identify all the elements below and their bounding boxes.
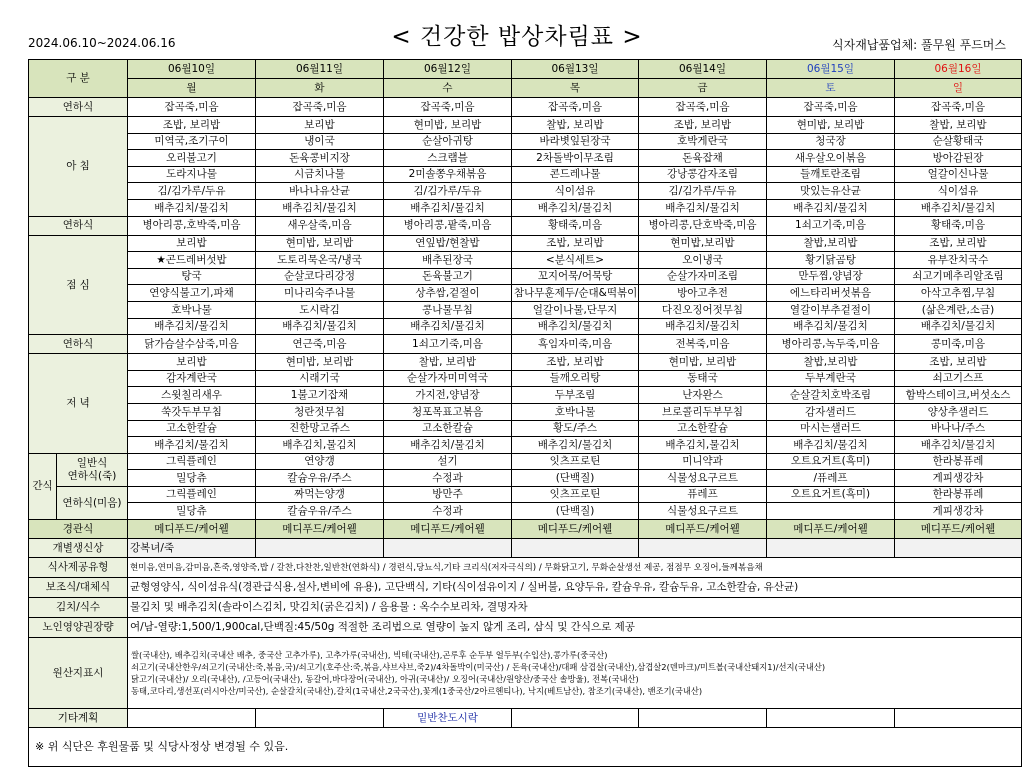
weekday-header: 수 — [384, 79, 512, 98]
menu-cell: 김/김가루/두유 — [384, 183, 512, 200]
origin-value — [128, 638, 1022, 709]
lunch-menu-row — [29, 318, 1022, 335]
soft-meal-cell: 병아리콩,팥죽,미음 — [384, 216, 512, 235]
menu-cell: (삶은계란,소금) — [895, 301, 1022, 318]
date-header: 06월15일 — [767, 60, 895, 79]
menu-cell: 바나나유산균 — [256, 183, 384, 200]
lunch-soft-row — [29, 216, 1022, 235]
weekday-header: 월 — [128, 79, 256, 98]
date-header: 06월10일 — [128, 60, 256, 79]
soft-meal-cell: 잡곡죽,미음 — [128, 98, 256, 117]
menu-cell: 바라볏잎된장국 — [512, 133, 639, 150]
empty-cell — [639, 709, 767, 728]
menu-cell: 탕국 — [128, 268, 256, 285]
menu-cell: 만두찜,양념장 — [767, 268, 895, 285]
snack-cell: 방만주 — [384, 486, 512, 503]
menu-cell: 황기닭곰탕 — [767, 252, 895, 269]
snack-cell: 잇츠프로틴 — [512, 453, 639, 470]
snack-cell: 식물성요구르트 — [639, 503, 767, 520]
date-header: 06월12일 — [384, 60, 512, 79]
menu-cell: 김/김가루/두유 — [128, 183, 256, 200]
info-nutrition-label: 노인영양권장량 — [29, 618, 128, 638]
menu-cell: 배추김치/물김치 — [256, 318, 384, 335]
snack-cell: /퓨레프 — [767, 470, 895, 487]
menu-cell: 조밥, 보리밥 — [512, 235, 639, 252]
footnote: ※ 위 식단은 후원물품 및 식당사정상 변경될 수 있음. — [29, 728, 1022, 767]
soft-meal-cell: 1쇠고기죽,미음 — [767, 216, 895, 235]
plan-value: 밑반찬도시락 — [384, 709, 512, 728]
date-header: 06월13일 — [512, 60, 639, 79]
breakfast-menu-row — [29, 199, 1022, 216]
empty-cell — [256, 539, 384, 558]
menu-cell: 찰밥, 보리밥 — [512, 117, 639, 134]
menu-cell: 강낭콩감자조림 — [639, 166, 767, 183]
menu-cell: 조밥, 보리밥 — [639, 117, 767, 134]
menu-cell: 도라지나물 — [128, 166, 256, 183]
menu-cell: 현미밥, 보리밥 — [256, 354, 384, 371]
menu-cell: 들깨토란조림 — [767, 166, 895, 183]
menu-cell: 들깨오리탕 — [512, 370, 639, 387]
menu-cell: 보리밥 — [128, 354, 256, 371]
menu-cell: 새우살오이볶음 — [767, 150, 895, 167]
menu-cell: 조밥, 보리밥 — [895, 235, 1022, 252]
menu-cell: 돈육잡채 — [639, 150, 767, 167]
menu-cell: 오리불고기 — [128, 150, 256, 167]
origin-line: 쌀(국내산), 배추김치(국내산 배추, 중국산 고추가루), 고추가루(국내산), 빅테(국내산),곤루후 순두부 얼두부(수입산),콩가루(중국산) — [131, 650, 608, 661]
tube-cell: 메디푸드/케어웰 — [384, 520, 512, 539]
menu-cell: 도시락김 — [256, 301, 384, 318]
menu-cell: 연잎밥/현찰밥 — [384, 235, 512, 252]
soft-meal-cell: 황태죽,미음 — [895, 216, 1022, 235]
info-kimchi-label: 김치/식수 — [29, 598, 128, 618]
menu-cell: 현미밥,보리밥 — [639, 235, 767, 252]
individual-label: 개별생신상 — [29, 539, 128, 558]
info-supplement-value: 균형영양식, 식이섬유식(경관급식용,설사,변비에 유용), 고단백식, 기타(식이섬유이지 / 실버불, 요양두유, 칼슘우유, 칼슘두유, 고소한칼슘, 유산균) — [128, 578, 1022, 598]
menu-cell: 마시는샐러드 — [767, 420, 895, 437]
tube-label: 경관식 — [29, 520, 128, 539]
menu-cell: 콘드레나물 — [512, 166, 639, 183]
info-types-value: 현미음,연미음,감미음,흔죽,영양죽,밥 / 갈찬,다찬찬,일반찬(연화식) / 경련식,당뇨식,기타 크리식(저자극식의) / 무화닭고기, 무화순살생선 제공, 점점무 오징어,들께볶음채 — [128, 558, 1022, 578]
snack-cell: 잇츠프로틴 — [512, 486, 639, 503]
menu-cell: 현미밥, 보리밥 — [384, 117, 512, 134]
soft-meal-cell: 흑임자미죽,미음 — [512, 335, 639, 354]
snack-cell: 칼슘우유/주스 — [256, 503, 384, 520]
menu-cell: 배추된장국 — [384, 252, 512, 269]
menu-cell: 시래기국 — [256, 370, 384, 387]
menu-cell: 배추김치/물김치 — [512, 318, 639, 335]
menu-cell: 청란젓무침 — [256, 403, 384, 420]
menu-cell: 가지전,양념장 — [384, 387, 512, 404]
menu-cell: ★곤드레버섯밥 — [128, 252, 256, 269]
breakfast-menu-row — [29, 133, 1022, 150]
soft-meal-cell: 새우살죽,미음 — [256, 216, 384, 235]
menu-cell: 에느타리버섯볶음 — [767, 285, 895, 302]
snack-cell: 수정과 — [384, 503, 512, 520]
menu-cell: 방아감된장 — [895, 150, 1022, 167]
breakfast-soft-row — [29, 98, 1022, 117]
snack-general-row — [29, 470, 1022, 487]
menu-cell: 난자완스 — [639, 387, 767, 404]
snack-cell: 수정과 — [384, 470, 512, 487]
info-nutrition-value: 여/남-열량:1,500/1,900cal,단백질:45/50g 적절한 조리법으로 열량이 높지 않게 조리, 삼식 및 간식으로 제공 — [128, 618, 1022, 638]
weekday-row — [29, 79, 1022, 98]
menu-cell: 2차돌박이무조림 — [512, 150, 639, 167]
snack-cell — [767, 503, 895, 520]
snack-cell: 미니약과 — [639, 453, 767, 470]
breakfast-label: 아 침 — [29, 117, 128, 217]
menu-cell: 미나리숙주나물 — [256, 285, 384, 302]
menu-cell: 고소한칼슘 — [639, 420, 767, 437]
snack-cell: 게피생강차 — [895, 503, 1022, 520]
dinner-menu-row — [29, 370, 1022, 387]
soft-meal-cell: 병아리콩,녹두죽,미음 — [767, 335, 895, 354]
snack-cell: 한라봉퓨레 — [895, 486, 1022, 503]
soft-meal-cell: 병아리콩,호박죽,미음 — [128, 216, 256, 235]
lunch-label: 점 심 — [29, 235, 128, 335]
individual-row — [29, 539, 1022, 558]
vendor-name: 식자재납품업체: 풀무원 푸드머스 — [832, 38, 1006, 52]
date-header: 06월11일 — [256, 60, 384, 79]
date-row — [29, 60, 1022, 79]
tube-cell: 메디푸드/케어웰 — [256, 520, 384, 539]
menu-cell: 두부조림 — [512, 387, 639, 404]
menu-cell: 쇠고기메추리알조림 — [895, 268, 1022, 285]
menu-cell: 미역국,조기구이 — [128, 133, 256, 150]
menu-cell: 유부잔치국수 — [895, 252, 1022, 269]
menu-cell: 순살코다리강정 — [256, 268, 384, 285]
menu-cell: 방아고추전 — [639, 285, 767, 302]
menu-cell: 순살황태국 — [895, 133, 1022, 150]
weekday-header: 화 — [256, 79, 384, 98]
soft-meal-cell: 콩미죽,미음 — [895, 335, 1022, 354]
menu-cell: 찰밥, 보리밥 — [895, 117, 1022, 134]
menu-cell: 김/김가루/두유 — [639, 183, 767, 200]
individual-value: 강복녀/죽 — [128, 539, 256, 558]
menu-cell: 고소한칼슘 — [384, 420, 512, 437]
menu-cell: 연양식불고기,파채 — [128, 285, 256, 302]
snack-cell: 칼슘우유/주스 — [256, 470, 384, 487]
menu-cell: 쑥갓두부무침 — [128, 403, 256, 420]
lunch-menu-row — [29, 268, 1022, 285]
menu-cell: 식이섬유 — [895, 183, 1022, 200]
snack-general-label-sub: 연하식(죽) — [67, 469, 117, 482]
menu-cell: 배추김치/물김치 — [128, 437, 256, 454]
dinner-menu-row — [29, 437, 1022, 454]
snack-cell: 그릭플레인 — [128, 486, 256, 503]
snack-cell: 게피생강차 — [895, 470, 1022, 487]
empty-cell — [895, 709, 1022, 728]
menu-cell: 브로콜리두부무침 — [639, 403, 767, 420]
menu-cell: 보리밥 — [256, 117, 384, 134]
tube-cell: 메디푸드/케어웰 — [128, 520, 256, 539]
info-types-row — [29, 558, 1022, 578]
menu-cell: 황도/주스 — [512, 420, 639, 437]
breakfast-menu-row — [29, 166, 1022, 183]
origin-line: 쇠고기(국내산한우/쇠고기(국내산:죽,볶음,국)/쇠고기(호주산:죽,볶음,샤브샤브,죽2)/4차돌박이(미국산) / 돈육(국내산)/대패 삼겹살(국내산),삼겹살2(덴마크)/미트볼(국내산돼지1)/선지(국내산) — [131, 662, 826, 673]
info-kimchi-value: 물김치 및 배추김치(솔라이스김치, 맛김치(굵은김치) / 음용물 : 옥수수보리차, 결명자차 — [128, 598, 1022, 618]
menu-cell: 청포목표고볶음 — [384, 403, 512, 420]
soft-meal-cell: 잡곡죽,미음 — [512, 98, 639, 117]
tube-cell: 메디푸드/케어웰 — [512, 520, 639, 539]
plan-label: 기타계획 — [29, 709, 128, 728]
menu-cell: 배추김치,물김치 — [639, 437, 767, 454]
snack-cell: 오트요거트(흑미) — [767, 486, 895, 503]
dinner-label: 저 녁 — [29, 354, 128, 454]
menu-cell: 진한망고쥬스 — [256, 420, 384, 437]
menu-cell: 돈육불고기 — [384, 268, 512, 285]
dinner-menu-row — [29, 403, 1022, 420]
tube-cell: 메디푸드/케어웰 — [895, 520, 1022, 539]
origin-label: 원산지표시 — [29, 638, 128, 709]
snack-general-row — [29, 453, 1022, 470]
snack-cell: 연양갱 — [256, 453, 384, 470]
empty-cell — [512, 709, 639, 728]
menu-cell: 청국장 — [767, 133, 895, 150]
empty-cell — [767, 539, 895, 558]
menu-cell: 냉이국 — [256, 133, 384, 150]
menu-cell: 현미밥, 보리밥 — [639, 354, 767, 371]
weekday-header: 일 — [895, 79, 1022, 98]
snack-label: 간식 — [29, 453, 57, 519]
meal-plan-table — [28, 59, 1022, 767]
soft-meal-cell: 황태죽,미음 — [512, 216, 639, 235]
dinner-soft-row — [29, 335, 1022, 354]
soft-meal-cell: 잡곡죽,미음 — [767, 98, 895, 117]
menu-cell: 배추김치,물김치 — [256, 437, 384, 454]
dinner-menu-row — [29, 354, 1022, 371]
snack-cell: 밀당츄 — [128, 470, 256, 487]
snack-general-label-text: 일반식 — [76, 457, 108, 470]
breakfast-menu-row — [29, 150, 1022, 167]
snack-cell: 설기 — [384, 453, 512, 470]
snack-cell: 한라봉퓨레 — [895, 453, 1022, 470]
weekday-header: 토 — [767, 79, 895, 98]
breakfast-soft-label: 연하식 — [29, 98, 128, 117]
snack-cell: (단백질) — [512, 503, 639, 520]
origin-row — [29, 638, 1022, 709]
lunch-menu-row — [29, 285, 1022, 302]
empty-cell — [639, 539, 767, 558]
menu-cell: 배추김치/물김치 — [767, 199, 895, 216]
empty-cell — [128, 709, 256, 728]
tube-cell: 메디푸드/케어웰 — [639, 520, 767, 539]
lunch-menu-row — [29, 235, 1022, 252]
menu-cell: 스윗칠리새우 — [128, 387, 256, 404]
corner-label: 구 분 — [29, 60, 128, 98]
menu-cell: 돈육콩비지장 — [256, 150, 384, 167]
note-row — [29, 728, 1022, 767]
menu-cell: 동태국 — [639, 370, 767, 387]
menu-cell: 배추김치/물김치 — [128, 199, 256, 216]
menu-cell: 스크램블 — [384, 150, 512, 167]
menu-cell: 참나무훈제두/순대&떡볶이 — [512, 285, 639, 302]
menu-cell: 순살갈치호박조림 — [767, 387, 895, 404]
menu-cell: 순살가자미미역국 — [384, 370, 512, 387]
soft-meal-cell: 잡곡죽,미음 — [639, 98, 767, 117]
menu-cell: 다진오징어젓무침 — [639, 301, 767, 318]
menu-cell: 쇠고기스프 — [895, 370, 1022, 387]
snack-cell: 밀당츄 — [128, 503, 256, 520]
tube-cell: 메디푸드/케어웰 — [767, 520, 895, 539]
snack-general-label — [57, 453, 128, 486]
menu-cell: 배추김치/물김치 — [895, 437, 1022, 454]
snack-cell: 퓨레프 — [639, 486, 767, 503]
menu-cell: 호박게란국 — [639, 133, 767, 150]
soft-meal-cell: 잡곡죽,미음 — [256, 98, 384, 117]
menu-cell: 식이섬유 — [512, 183, 639, 200]
date-header: 06월16일 — [895, 60, 1022, 79]
soft-meal-cell: 잡곡죽,미음 — [384, 98, 512, 117]
menu-cell: 배추김치/물김치 — [128, 318, 256, 335]
breakfast-menu-row — [29, 183, 1022, 200]
menu-cell: 맛있는유산균 — [767, 183, 895, 200]
soft-meal-cell: 닭가슴살수삼죽,미음 — [128, 335, 256, 354]
menu-cell: 양상추샐러드 — [895, 403, 1022, 420]
menu-cell: 보리밥 — [128, 235, 256, 252]
empty-cell — [256, 709, 384, 728]
menu-cell: 감자계란국 — [128, 370, 256, 387]
menu-cell: 배추김치/물김치 — [512, 199, 639, 216]
menu-cell: 찰밥, 보리밥 — [384, 354, 512, 371]
lunch-menu-row — [29, 301, 1022, 318]
menu-cell: 꼬지어묵/어묵탕 — [512, 268, 639, 285]
snack-cell: 식물성요구르트 — [639, 470, 767, 487]
menu-cell: 찰밥,보리밥 — [767, 354, 895, 371]
menu-cell: 찰밥,보리밥 — [767, 235, 895, 252]
info-kimchi-row — [29, 598, 1022, 618]
menu-cell: 두부계란국 — [767, 370, 895, 387]
menu-cell: 바나나/주스 — [895, 420, 1022, 437]
menu-cell: 배추김치/물김치 — [895, 199, 1022, 216]
menu-cell: 고소한칼슘 — [128, 420, 256, 437]
lunch-menu-row — [29, 252, 1022, 269]
dinner-soft-label: 연하식 — [29, 335, 128, 354]
dinner-menu-row — [29, 387, 1022, 404]
menu-cell: 도토리묵온국/냉국 — [256, 252, 384, 269]
info-supplement-row — [29, 578, 1022, 598]
info-supplement-label: 보조식/대체식 — [29, 578, 128, 598]
info-nutrition-row — [29, 618, 1022, 638]
snack-cell: 짜먹는양갱 — [256, 486, 384, 503]
menu-cell: 배추김치/물김치 — [384, 318, 512, 335]
menu-cell: 배추김치/물김치 — [384, 199, 512, 216]
menu-cell: 호박나물 — [512, 403, 639, 420]
lunch-soft-label: 연하식 — [29, 216, 128, 235]
soft-meal-cell: 1쇠고기죽,미음 — [384, 335, 512, 354]
menu-cell: 시금치나물 — [256, 166, 384, 183]
breakfast-menu-row — [29, 117, 1022, 134]
menu-cell: 배추김치/물김치 — [512, 437, 639, 454]
menu-cell: 2미솔쫑우채볶음 — [384, 166, 512, 183]
snack-soft-row — [29, 503, 1022, 520]
soft-meal-cell: 병아리콩,단호박죽,미음 — [639, 216, 767, 235]
menu-cell: 아삭고추찜,무침 — [895, 285, 1022, 302]
menu-period: 2024.06.10~2024.06.16 — [28, 36, 176, 50]
soft-meal-cell: 전복죽,미음 — [639, 335, 767, 354]
weekday-header: 금 — [639, 79, 767, 98]
menu-cell: 상추쌈,겉절이 — [384, 285, 512, 302]
menu-cell: 현미밥, 보리밥 — [256, 235, 384, 252]
origin-line: 동태,코다리,생선포(러시아산/미국산), 순살갈치(국내산),갈치(1국내산,2국국산),꽃게(1중국산/2아르헨티나), 낙지(베트남산), 참조기(국내산), 밴조기(국내산) — [131, 686, 703, 697]
snack-soft-label: 연하식(미음) — [57, 486, 128, 519]
dinner-menu-row — [29, 420, 1022, 437]
menu-cell: 순살가자미조림 — [639, 268, 767, 285]
menu-cell: 현미밥, 보리밥 — [767, 117, 895, 134]
menu-cell: 순살아귀탕 — [384, 133, 512, 150]
menu-cell: 조밥, 보리밥 — [512, 354, 639, 371]
weekday-header: 목 — [512, 79, 639, 98]
menu-cell: 콩나물무침 — [384, 301, 512, 318]
menu-cell: 얼갈이신나물 — [895, 166, 1022, 183]
menu-cell: 호박나물 — [128, 301, 256, 318]
menu-cell: 조밥, 보리밥 — [128, 117, 256, 134]
empty-cell — [384, 539, 512, 558]
menu-cell: 함박스테이크,버섯소스 — [895, 387, 1022, 404]
menu-cell: 얼갈이나물,단무지 — [512, 301, 639, 318]
plan-row — [29, 709, 1022, 728]
menu-cell: 배추김치/물김치 — [639, 199, 767, 216]
origin-line: 닭고기(국내산)/ 오리(국내산), /고등어(국내산), 동갈어,바다장어(국내산), 아귀(국내산)/ 오징어(국내산/원양산/중국산 솔방울), 전복(국내산) — [131, 674, 639, 685]
empty-cell — [512, 539, 639, 558]
menu-cell: 오이냉국 — [639, 252, 767, 269]
menu-cell: 배추김치/물김치 — [384, 437, 512, 454]
menu-cell: 배추김치/물김치 — [767, 318, 895, 335]
snack-cell: (단백질) — [512, 470, 639, 487]
tube-row — [29, 520, 1022, 539]
menu-cell: 배추김치/물김치 — [256, 199, 384, 216]
snack-soft-row — [29, 486, 1022, 503]
snack-cell: 오트요거트(흑미) — [767, 453, 895, 470]
page-title: < 건강한 밥상차림표 > — [391, 24, 643, 50]
empty-cell — [895, 539, 1022, 558]
soft-meal-cell: 연근죽,미음 — [256, 335, 384, 354]
menu-cell: 배추김치/물김치 — [767, 437, 895, 454]
snack-cell: 그릭플레인 — [128, 453, 256, 470]
menu-cell: 배추김치/물김치 — [895, 318, 1022, 335]
info-types-label: 식사제공유형 — [29, 558, 128, 578]
menu-cell: <분식세트> — [512, 252, 639, 269]
menu-cell: 열갈이부추겉절이 — [767, 301, 895, 318]
empty-cell — [767, 709, 895, 728]
soft-meal-cell: 잡곡죽,미음 — [895, 98, 1022, 117]
menu-cell: 1불고기잡채 — [256, 387, 384, 404]
menu-cell: 감자샐러드 — [767, 403, 895, 420]
page-header — [0, 0, 1034, 58]
date-header: 06월14일 — [639, 60, 767, 79]
menu-cell: 배추김치/물김치 — [639, 318, 767, 335]
menu-cell: 조밥, 보리밥 — [895, 354, 1022, 371]
